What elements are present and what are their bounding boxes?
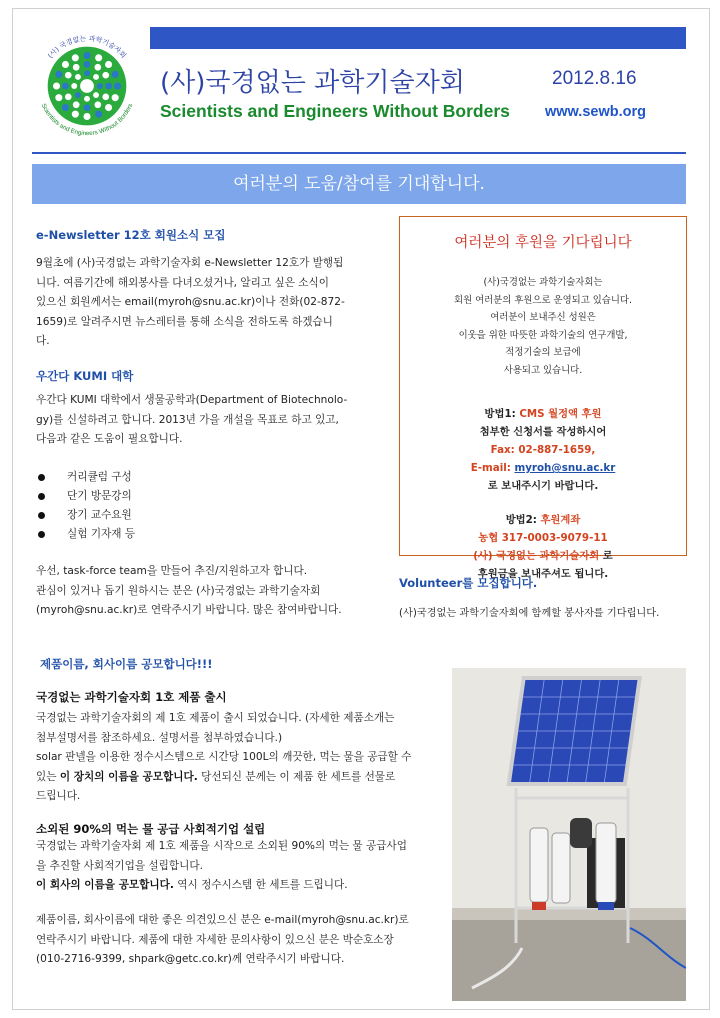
logo-dot [95, 111, 102, 118]
website-link[interactable]: www.sewb.org [545, 104, 646, 120]
list-item [38, 468, 135, 487]
text-line: 다. [36, 335, 50, 347]
kumi-needs-list [38, 468, 135, 544]
logo-dot [62, 83, 69, 90]
text-line: (010-2716-9399, shpark@getc.co.kr)께 연락주시기 바랍니다. [36, 953, 345, 965]
logo-dot [112, 71, 119, 78]
text-line: 드립니다. [36, 790, 81, 802]
list-item-label: 단기 방문강의 [67, 490, 132, 502]
logo-dot [93, 92, 99, 98]
text-line: 이웃을 위한 따뜻한 과학기술의 연구개발, [458, 329, 628, 341]
text-line: 1659)로 알려주시면 뉴스레터를 통해 소식을 전하도록 하겠습니 [36, 315, 333, 328]
list-item [38, 487, 135, 506]
text-segment: 있는 [36, 770, 60, 783]
text-line: 사용되고 있습니다. [503, 364, 583, 376]
org-name-english: Scientists and Engineers Without Borders [160, 101, 510, 121]
bullet-icon [38, 512, 45, 519]
text-line: 연락주시기 바랍니다. 제품에 대한 자세한 문의사항이 있으신 분은 박순호소장 [36, 933, 394, 946]
support-intro [400, 274, 686, 379]
logo-dot [95, 54, 102, 61]
product-body [36, 709, 436, 807]
method1-label: 방법1: [484, 408, 520, 420]
list-item-label: 장기 교수요원 [67, 509, 132, 521]
text-line: 있으신 회원께서는 email(myroh@snu.ac.kr)이나 전화(02-872- [36, 296, 345, 308]
logo-dot [84, 104, 91, 111]
org-logo [28, 27, 146, 145]
method1-instruction: 첨부한 신청서를 작성하시어 [479, 426, 607, 438]
logo-dot [65, 93, 72, 100]
method2-holder: (사) 국경없는 과학기술자회 [473, 550, 600, 562]
text-line: 을 추진할 사회적기업을 설립합니다. [36, 859, 203, 872]
logo-dot [93, 74, 99, 80]
issue-date: 2012.8.16 [552, 68, 637, 89]
text-line: (사)국경없는 과학기술자회는 [483, 277, 603, 288]
text-line: (myroh@snu.ac.kr)로 연락주시기 바랍니다. 많은 참여바랍니다. [36, 604, 342, 616]
logo-dot [73, 64, 80, 71]
volunteer-title: Volunteer를 모집합니다. [399, 576, 538, 590]
banner [32, 164, 686, 204]
text-line: 우간다 KUMI 대학에서 생물공학과(Department of Biotechnolo- [36, 394, 348, 406]
logo-dot [105, 83, 112, 90]
kumi-title: 우간다 KUMI 대학 [36, 369, 134, 383]
text-line: 니다. 여름기간에 해외봉사를 다녀오셨거나, 알리고 싶은 소식이 [36, 276, 330, 289]
logo-dot [65, 72, 72, 79]
logo-dot [53, 82, 60, 89]
logo-dot [102, 72, 109, 79]
text-line: 9월초에 (사)국경없는 과학기술자회 e-Newsletter 12호가 발행됩 [36, 257, 344, 269]
logo-ring-text-bottom: Scientists and Engineers Without Borders [39, 102, 135, 138]
contact-body [36, 911, 436, 970]
list-item-label: 실험 기자재 등 [67, 528, 136, 540]
logo-dot [72, 111, 79, 118]
bullet-icon [38, 531, 45, 538]
method2-label: 방법2: [505, 514, 541, 526]
text-line: 관심이 있거나 돕기 원하시는 분은 (사)국경없는 과학기술자회 [36, 584, 321, 597]
text-line: 여러분이 보내주신 성원은 [490, 312, 596, 323]
logo-dot [84, 61, 91, 68]
text-emphasis: 이 장치의 이름을 공모합니다. [59, 770, 198, 783]
logo-dot [84, 96, 90, 102]
bullet-icon [38, 474, 45, 481]
text-line: 국경없는 과학기술자회의 제 1호 제품이 출시 되었습니다. (자세한 제품소개는 [36, 712, 395, 724]
method2-closing: 후원금을 보내주셔도 됩니다. [477, 568, 609, 580]
newsletter-body [36, 254, 386, 352]
naming-contest-title: 제품이름, 회사이름 공모합니다!!! [40, 657, 213, 671]
text-line: 우선, task-force team을 만들어 추진/지원하고자 합니다. [36, 565, 308, 577]
volunteer-text: (사)국경없는 과학기술자회에 함께할 봉사자를 기다립니다. [399, 608, 660, 619]
support-method-1 [400, 405, 686, 495]
text-line: 첨부설명서를 참조하세요. 설명서를 첨부하였습니다.) [36, 731, 283, 744]
support-title: 여러분의 후원을 기다립니다 [454, 235, 632, 251]
logo-dot [71, 83, 77, 89]
text-line [36, 876, 436, 896]
kumi-intro [36, 391, 386, 450]
solar-panel [507, 676, 642, 786]
logo-dot [114, 82, 121, 89]
text-line: 회원 여러분의 후원으로 운영되고 있습니다. [454, 294, 632, 306]
logo-dot [97, 83, 103, 89]
bullet-icon [38, 493, 45, 500]
text-line: gy)를 신설하려고 합니다. 2013년 가을 개설을 목표로 하고 있고, [36, 413, 339, 426]
list-item [38, 506, 135, 525]
text-line: 제품이름, 회사이름에 대한 좋은 의견있으신 분은 e-mail(myroh@snu.ac.kr)로 [36, 914, 409, 926]
text-line: 국경없는 과학기술자회 제 1호 제품을 시작으로 소외된 90%의 먹는 물 공급사업 [36, 840, 407, 852]
company-body [36, 837, 436, 896]
header-divider [32, 152, 686, 154]
text-line [36, 768, 436, 788]
logo-ring-text-top: (사) 국경없는 과학기술자회 [46, 34, 128, 60]
logo-dot [73, 101, 80, 108]
text-line: 다음과 같은 도움이 필요합니다. [36, 433, 183, 445]
logo-dot [55, 71, 62, 78]
list-item-label: 커리큘럼 구성 [67, 471, 132, 483]
method1-email-label: E-mail: [470, 462, 515, 474]
logo-dot [75, 92, 81, 98]
support-box [399, 216, 687, 580]
logo-dot [55, 94, 62, 101]
logo-dot [84, 70, 90, 76]
logo-dot [94, 101, 101, 108]
method1-fax: Fax: 02-887-1659, [490, 444, 596, 456]
header-top-bar [150, 27, 686, 49]
support-method-2 [400, 511, 686, 583]
logo-dot [105, 61, 112, 68]
logo-dot [105, 104, 112, 111]
list-item [38, 525, 135, 544]
company-title: 소외된 90%의 먹는 물 공급 사회적기업 설립 [36, 822, 266, 836]
text-line: 적정기술의 보급에 [505, 347, 581, 358]
logo-dot [102, 93, 109, 100]
logo-dot [62, 104, 69, 111]
product-photo [452, 668, 686, 1001]
logo-dot [62, 61, 69, 68]
logo-dot [83, 52, 90, 59]
org-name-korean: (사)국경없는 과학기술자회 [160, 68, 465, 98]
banner-text: 여러분의 도움/참여를 기대합니다. [233, 174, 485, 194]
method2-highlight: 후원계좌 [540, 514, 581, 526]
method1-highlight: CMS 월정액 후원 [519, 408, 602, 420]
text-line: solar 판넬을 이용한 정수시스템으로 시간당 100L의 깨끗한, 먹는 물을 공급할 수 [36, 751, 412, 763]
kumi-closing [36, 562, 386, 621]
newsletter-title: e-Newsletter 12호 회원소식 모집 [36, 228, 226, 242]
logo-dot [72, 54, 79, 61]
logo-dot [75, 74, 81, 80]
logo-dot [83, 113, 90, 120]
method2-holder-suffix: 로 [599, 550, 613, 562]
product-title: 국경없는 과학기술자회 1호 제품 출시 [36, 690, 227, 704]
text-segment: 역시 정수시스템 한 세트를 드립니다. [173, 879, 348, 891]
method2-account: 농협 317-0003-9079-11 [478, 532, 608, 544]
text-emphasis: 이 회사의 이름을 공모합니다. [36, 879, 174, 891]
method1-closing: 로 보내주시기 바랍니다. [487, 480, 599, 492]
method1-email-link[interactable]: myroh@snu.ac.kr [514, 462, 616, 474]
logo-dot [94, 64, 101, 71]
text-segment: 당선되신 분께는 이 제품 한 세트를 선물로 [197, 770, 396, 783]
logo-dot [112, 94, 119, 101]
